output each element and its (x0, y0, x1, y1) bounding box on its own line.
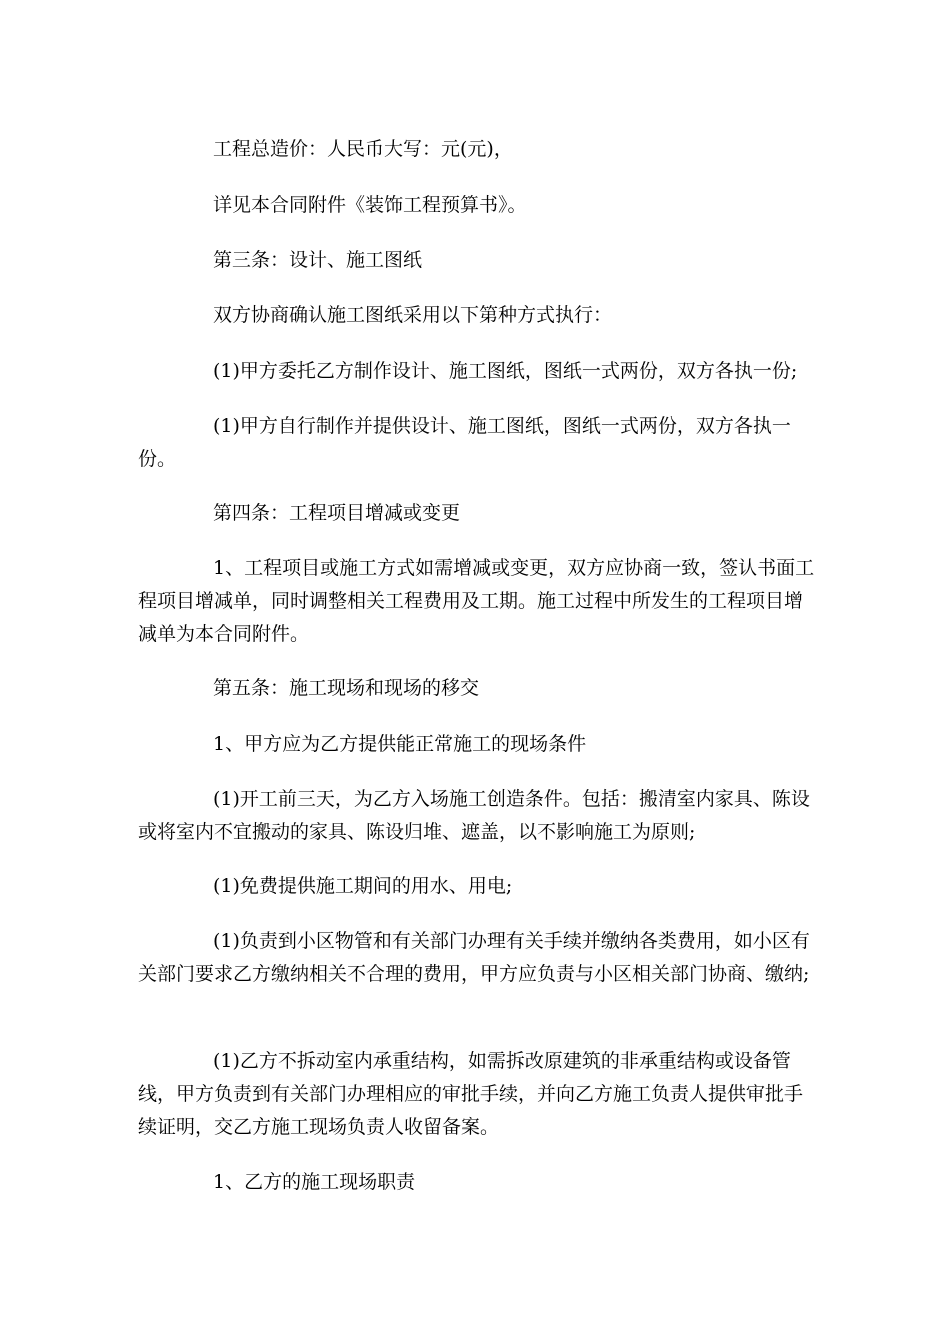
paragraph-project-changes: 1、工程项目或施工方式如需增减或变更，双方应协商一致，签认书面工程项目增减单，同时调整相关工程费用及工期。施工过程中所发生的工程项目增减单为本合同附件。 (138, 557, 815, 645)
paragraph-site-conditions: 1、甲方应为乙方提供能正常施工的现场条件 (213, 733, 587, 755)
paragraph-item-1: (1)甲方委托乙方制作设计、施工图纸，图纸一式两份，双方各执一份; (213, 360, 798, 382)
paragraph-item-2: (1)甲方自行制作并提供设计、施工图纸，图纸一式两份，双方各执一份。 (138, 415, 791, 470)
paragraph-contractor-duties: 1、乙方的施工现场职责 (213, 1171, 416, 1193)
paragraph-prep-before-start: (1)开工前三天，为乙方入场施工创造条件。包括：搬清室内家具、陈设或将室内不宜搬动的家具、陈设归堆、遮盖，以不影响施工为原则; (138, 788, 810, 843)
paragraph-drawing-method: 双方协商确认施工图纸采用以下第种方式执行： (213, 304, 613, 326)
paragraph-budget-reference: 详见本合同附件《装饰工程预算书》。 (213, 194, 527, 216)
paragraph-structure-approval: (1)乙方不拆动室内承重结构，如需拆改原建筑的非承重结构或设备管线，甲方负责到有关部门办理相应的审批手续，并向乙方施工负责人提供审批手续证明，交乙方施工现场负责人收留备案。 (138, 1050, 804, 1138)
heading-article-3: 第三条：设计、施工图纸 (213, 249, 423, 271)
paragraph-total-cost: 工程总造价：人民币大写：元(元)， (213, 138, 513, 160)
paragraph-water-electricity: (1)免费提供施工期间的用水、用电; (213, 875, 513, 897)
paragraph-property-procedures: (1)负责到小区物管和有关部门办理有关手续并缴纳各类费用，如小区有关部门要求乙方缴纳相关不合理的费用，甲方应负责与小区相关部门协商、缴纳; (138, 930, 810, 985)
heading-article-4: 第四条：工程项目增减或变更 (213, 502, 461, 524)
heading-article-5: 第五条：施工现场和现场的移交 (213, 677, 480, 699)
